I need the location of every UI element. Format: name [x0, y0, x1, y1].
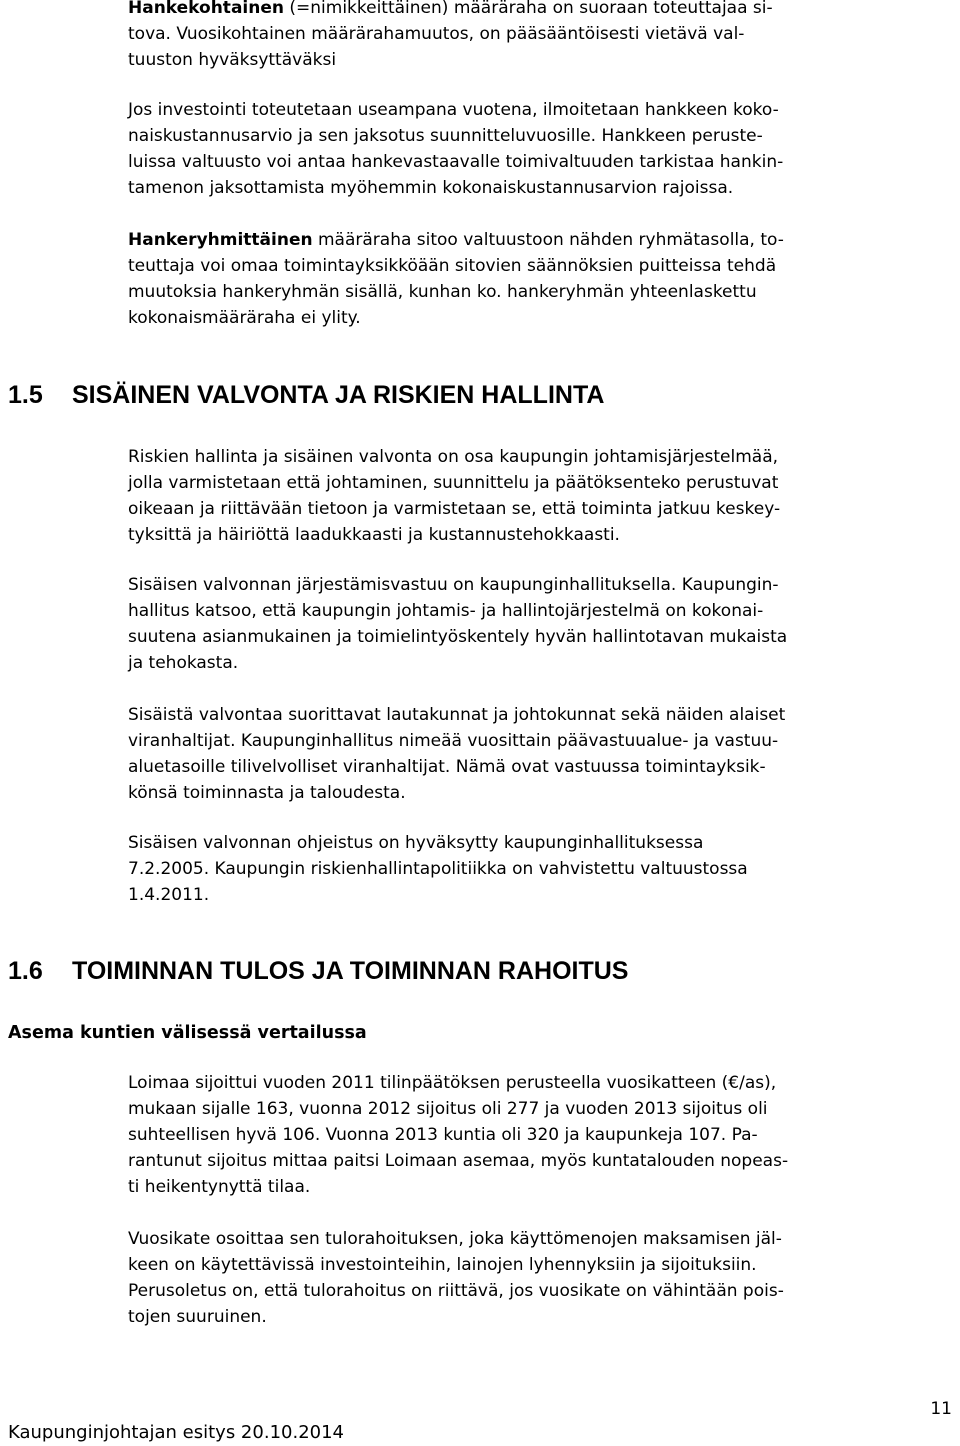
section-number: 1.6 [8, 957, 43, 985]
paragraph-line: jolla varmistetaan että johtaminen, suunnittelu ja päätöksenteko perustuvat [128, 473, 779, 493]
section-title: TOIMINNAN TULOS JA TOIMINNAN RAHOITUS [72, 957, 629, 985]
paragraph-line: Vuosikate osoittaa sen tulorahoituksen, joka käyttömenojen maksamisen jäl- [128, 1229, 782, 1249]
paragraph-line: suhteellisen hyvä 106. Vuonna 2013 kuntia oli 320 ja kaupunkeja 107. Pa- [128, 1125, 758, 1145]
page-number: 11 [930, 1399, 952, 1419]
paragraph-line: suutena asianmukainen ja toimielintyöskentely hyvän hallintotavan mukaista [128, 627, 788, 647]
footer-document-info: Kaupunginjohtajan esitys 20.10.2014 [8, 1422, 344, 1443]
paragraph-line: tuuston hyväksyttäväksi [128, 50, 337, 70]
paragraph-project-specific [128, 0, 956, 73]
paragraph-line: tamenon jaksottamista myöhemmin kokonaiskustannusarvion rajoissa. [128, 178, 734, 198]
paragraph-line: könsä toiminnasta ja taloudesta. [128, 783, 406, 803]
paragraph-line: viranhaltijat. Kaupunginhallitus nimeää vuosittain päävastuualue- ja vastuu- [128, 731, 779, 751]
section-number: 1.5 [8, 381, 43, 409]
paragraph-project-group [128, 227, 956, 331]
paragraph-line: Sisäisen valvonnan ohjeistus on hyväksytty kaupunginhallituksessa [128, 833, 704, 853]
text-run: (=nimikkeittäinen) määräraha on suoraan toteuttajaa si- [283, 0, 773, 18]
paragraph-line: hallitus katsoo, että kaupungin johtamis- ja hallintojärjestelmä on kokonai- [128, 601, 764, 621]
paragraph-line [128, 227, 956, 253]
section-heading-1-6 [8, 956, 628, 986]
paragraph-investment-periods [128, 97, 956, 201]
paragraph-line: naiskustannusarvio ja sen jaksotus suunnitteluvuosille. Hankkeen peruste- [128, 126, 763, 146]
paragraph-line: oikeaan ja riittävään tietoon ja varmistetaan se, että toiminta jatkuu keskey- [128, 499, 781, 519]
paragraph-line: Sisäistä valvontaa suorittavat lautakunnat ja johtokunnat sekä näiden alaiset [128, 705, 786, 725]
paragraph-line: Sisäisen valvonnan järjestämisvastuu on kaupunginhallituksella. Kaupungin- [128, 575, 779, 595]
paragraph-line: tyksittä ja häiriöttä laadukkaasti ja kustannustehokkaasti. [128, 525, 620, 545]
section-title: SISÄINEN VALVONTA JA RISKIEN HALLINTA [72, 381, 605, 409]
paragraph-line [128, 0, 956, 21]
subheading-municipal-comparison: Asema kuntien välisessä vertailussa [8, 1023, 367, 1043]
paragraph-risk-management [128, 444, 960, 548]
paragraph-line: rantunut sijoitus mittaa paitsi Loimaan asemaa, myös kuntatalouden nopeas- [128, 1151, 789, 1171]
paragraph-loimaa-ranking [128, 1070, 960, 1200]
paragraph-line: 7.2.2005. Kaupungin riskienhallintapolitiikka on vahvistettu valtuustossa [128, 859, 748, 879]
paragraph-line: keen on käytettävissä investointeihin, lainojen lyhennyksiin ja sijoituksiin. [128, 1255, 757, 1275]
paragraph-line: 1.4.2011. [128, 885, 210, 905]
paragraph-line: kokonaismääräraha ei ylity. [128, 308, 361, 328]
paragraph-line: Perusoletus on, että tulorahoitus on riittävä, jos vuosikate on vähintään pois- [128, 1281, 784, 1301]
paragraph-line: ja tehokasta. [128, 653, 239, 673]
paragraph-line: ti heikentynyttä tilaa. [128, 1177, 311, 1197]
paragraph-line: luissa valtuusto voi antaa hankevastaavalle toimivaltuuden tarkistaa hankin- [128, 152, 784, 172]
paragraph-line: teuttaja voi omaa toimintayksikköään sitovien säännöksien puitteissa tehdä [128, 256, 777, 276]
paragraph-line: tojen suuruinen. [128, 1307, 267, 1327]
term-project-specific: Hankekohtainen [128, 0, 284, 18]
paragraph-internal-control-responsibility [128, 572, 960, 676]
text-run: määräraha sitoo valtuustoon nähden ryhmätasolla, to- [312, 230, 784, 250]
paragraph-line: Jos investointi toteutetaan useampana vuotena, ilmoitetaan hankkeen koko- [128, 100, 779, 120]
paragraph-internal-control-guidance [128, 830, 956, 908]
section-heading-1-5 [8, 380, 604, 410]
paragraph-line: tova. Vuosikohtainen määrärahamuutos, on pääsääntöisesti vietävä val- [128, 24, 745, 44]
paragraph-line: Riskien hallinta ja sisäinen valvonta on osa kaupungin johtamisjärjestelmää, [128, 447, 779, 467]
paragraph-internal-control-performers [128, 702, 960, 806]
paragraph-annual-margin [128, 1226, 960, 1330]
paragraph-line: muutoksia hankeryhmän sisällä, kunhan ko. hankeryhmän yhteenlaskettu [128, 282, 757, 302]
paragraph-line: Loimaa sijoittui vuoden 2011 tilinpäätöksen perusteella vuosikatteen (€/as), [128, 1073, 777, 1093]
paragraph-line: mukaan sijalle 163, vuonna 2012 sijoitus oli 277 ja vuoden 2013 sijoitus oli [128, 1099, 768, 1119]
term-project-group: Hankeryhmittäinen [128, 230, 313, 250]
paragraph-line: aluetasoille tilivelvolliset viranhaltijat. Nämä ovat vastuussa toimintayksik- [128, 757, 766, 777]
